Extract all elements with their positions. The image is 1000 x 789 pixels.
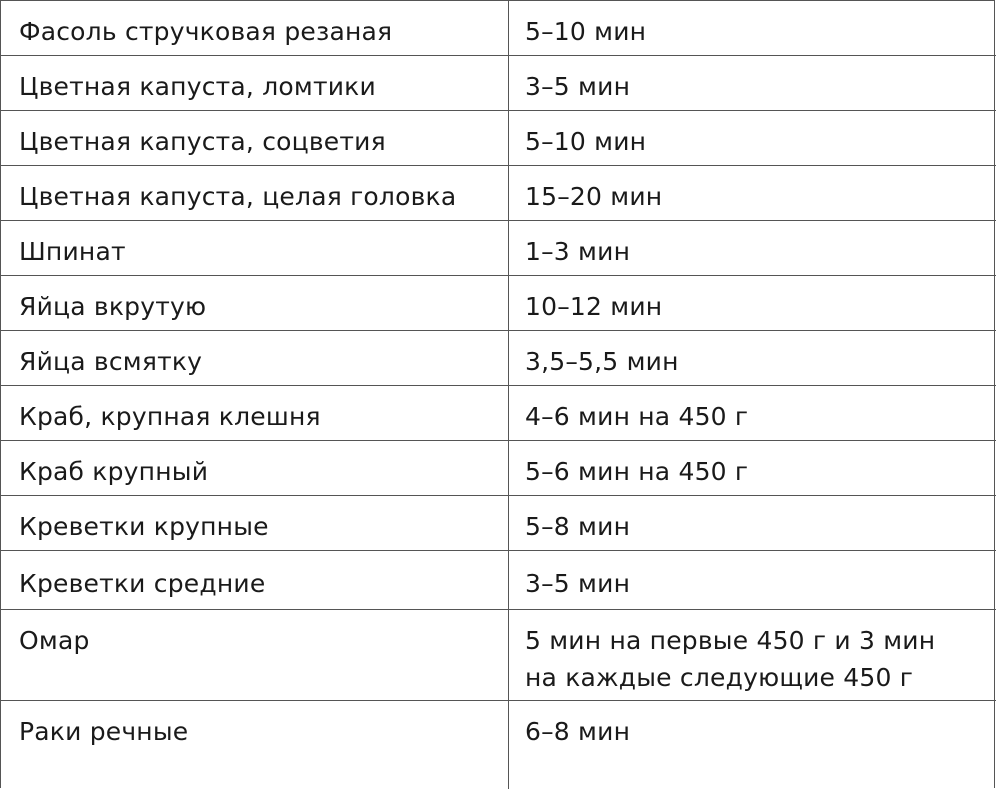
product-cell: Цветная капуста, целая головка [19,182,457,211]
time-cell: 1–3 мин [525,237,631,266]
time-cell: 3–5 мин [525,72,631,101]
table-row [1,441,996,496]
time-cell: 5–10 мин [525,127,647,156]
product-cell: Краб, крупная клешня [19,402,321,431]
product-cell: Яйца вкрутую [19,292,207,321]
product-cell: Креветки средние [19,569,266,598]
product-cell: Шпинат [19,237,126,266]
table-row [1,386,996,441]
time-cell: 15–20 мин [525,182,663,211]
time-cell: 5–6 мин на 450 г [525,457,749,486]
product-cell: Креветки крупные [19,512,269,541]
time-cell: 5 мин на первые 450 г и 3 мин на каждые следующие 450 г [525,626,936,692]
product-cell: Цветная капуста, соцветия [19,127,386,156]
table-row [1,276,996,331]
table-row [1,221,996,276]
time-cell: 3–5 мин [525,569,631,598]
product-cell: Краб крупный [19,457,209,486]
table-row [1,496,996,551]
time-cell: 3,5–5,5 мин [525,347,679,376]
time-cell: 10–12 мин [525,292,663,321]
table-row [1,331,996,386]
product-cell: Раки речные [19,717,189,746]
product-cell: Фасоль стручковая резаная [19,17,393,46]
table-row [1,551,996,610]
time-cell: 6–8 мин [525,717,631,746]
product-cell: Яйца всмятку [19,347,203,376]
table-row [1,56,996,111]
product-cell: Цветная капуста, ломтики [19,72,376,101]
table-row [1,166,996,221]
product-cell: Омар [19,626,90,655]
time-cell: 4–6 мин на 450 г [525,402,749,431]
table-row [1,111,996,166]
time-cell: 5–10 мин [525,17,647,46]
time-cell: 5–8 мин [525,512,631,541]
table-row [1,610,996,701]
table-row [1,1,996,56]
table-row [1,701,996,789]
